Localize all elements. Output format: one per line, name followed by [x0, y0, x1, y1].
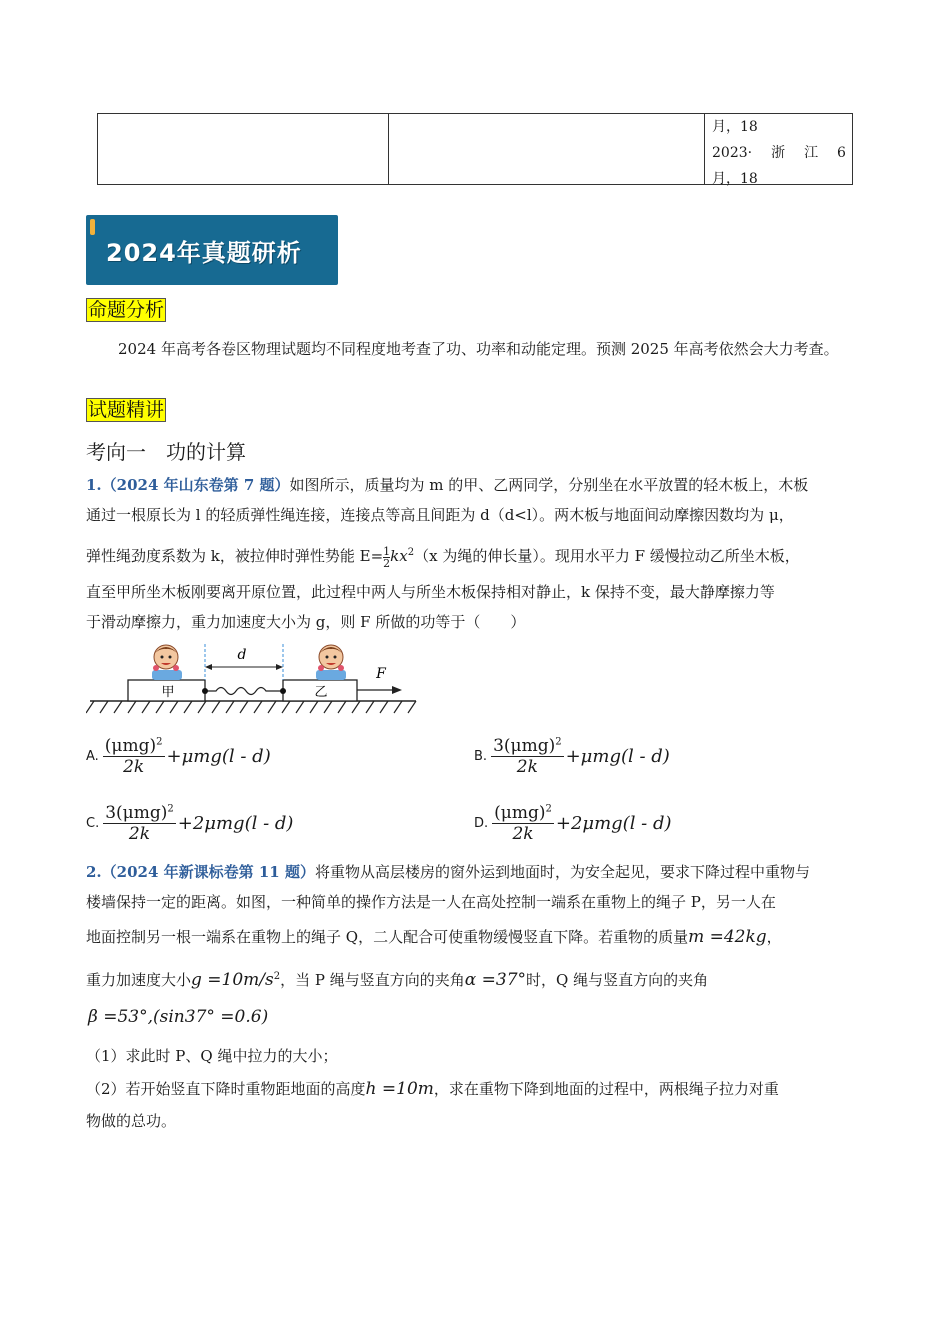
q1-figure [86, 640, 426, 720]
q2-sub1: （1）求此时 P、Q 绳中拉力的大小； [86, 1047, 338, 1065]
banner-title: 2024年真题研析 [106, 239, 302, 267]
cell-line: 月，18 [712, 171, 758, 187]
q2-number: 2. [86, 863, 102, 881]
label-d: d [237, 647, 247, 663]
table-divider [388, 114, 389, 184]
q2-source: （2024 年新课标卷第 11 题） [101, 863, 315, 881]
q1-number: 1. [86, 476, 102, 494]
option-d[interactable]: D. $\frac{(\mu mg)^2}{2k}$ +2μmg(l - d) [474, 802, 672, 844]
option-c-fraction: $\frac{3(\mu mg)^2}{2k}$ [105, 802, 174, 844]
option-a[interactable]: A. $\frac{(\mu mg)^2}{2k}$ +μmg(l - d) [86, 735, 271, 777]
analysis-paragraph: 2024 年高考各卷区物理试题均不同程度地考查了功、功率和动能定理。预测 2025 年高考依然会大力考查。 [118, 340, 839, 358]
q1-line: 弹性绳劲度系数为 k，被拉伸时弹性势能 E= $\frac{1}{2}kx^2(x$ 为绳的伸长量）。现用水平力 F 缓慢拉动乙所坐木板， [86, 544, 800, 570]
option-b-fraction: $\frac{3(\mu mg)^2}{2k}$ [493, 735, 562, 777]
q1-source: （2024 年山东卷第 7 题） [101, 476, 290, 494]
q2-line: 重力加速度大小$g =10m/s^2$，当 P 绳与竖直方向的夹角α =37°时，Q 绳与竖直方向的夹角 [86, 970, 709, 990]
option-a-fraction: $\frac{(\mu mg)^2}{2k}$ [104, 735, 163, 777]
q1-line: 直至甲所坐木板刚要离开原位置，此过程中两人与所坐木板保持相对静止，k 保持不变，最大静摩擦力等 [86, 583, 775, 601]
joint-right [280, 688, 286, 694]
q2-line: 2.（2024 年新课标卷第 11 题）将重物从高层楼房的窗外运到地面时，为安全起见，要求下降过程中重物与 [86, 863, 810, 881]
q2-sub2: （2）若开始竖直下降时重物距地面的高度h =10m，求在重物下降到地面的过程中，两根绳子拉力对重 [86, 1079, 779, 1099]
q2-line: 楼墙保持一定的距离。如图，一种简单的操作方法是一人在高处控制一端系在重物上的绳子 P，另一人在 [86, 893, 776, 911]
topic-heading: 考向一 功的计算 [86, 440, 246, 464]
q1-line: 于滑动摩擦力，重力加速度大小为 g，则 F 所做的功等于（ ） [86, 613, 526, 631]
q1-line: 1.（2024 年山东卷第 7 题）如图所示，质量均为 m 的甲、乙两同学，分别坐在水平放置的轻木板上，木板 [86, 476, 809, 494]
label-jia: 甲 [161, 685, 175, 700]
option-c[interactable]: C. $\frac{3(\mu mg)^2}{2k}$ +2μmg(l - d) [86, 802, 294, 844]
elastic-rope [205, 688, 283, 695]
banner-accent [90, 219, 95, 235]
label-F: F [376, 666, 386, 682]
top-table [97, 113, 853, 185]
cell-line: 月，18 [712, 119, 758, 135]
option-b[interactable]: B. $\frac{3(\mu mg)^2}{2k}$ +μmg(l - d) [474, 735, 670, 777]
q1-half-fraction: $\frac{1}{2}$ [383, 544, 391, 570]
section-label-explain: 试题精讲 [88, 399, 165, 421]
option-d-fraction: $\frac{(\mu mg)^2}{2k}$ [494, 802, 552, 844]
q2-line: 地面控制另一根一端系在重物上的绳子 Q，二人配合可使重物缓慢竖直下降。若重物的质量m =42kg， [86, 927, 782, 947]
student-yi-icon [316, 645, 346, 680]
table-divider [704, 114, 705, 184]
table-cell-exam-list [712, 114, 852, 192]
q2-angle-line: β =53°,(sin37° =0.6) [88, 1007, 269, 1027]
section-banner [86, 215, 338, 285]
q2-sub2-cont: 物做的总功。 [86, 1112, 177, 1130]
ground-hatching [86, 701, 416, 713]
q1-line: 通过一根原长为 l 的轻质弹性绳连接，连接点等高且间距为 d（d<l）。两木板与地面间动摩擦因数均为 μ， [86, 506, 794, 524]
joint-left [202, 688, 208, 694]
section-label-analysis: 命题分析 [88, 299, 165, 321]
student-jia-icon [152, 645, 182, 680]
label-yi: 乙 [314, 685, 328, 700]
cell-line: 2023· 浙 江 6 [712, 145, 846, 161]
